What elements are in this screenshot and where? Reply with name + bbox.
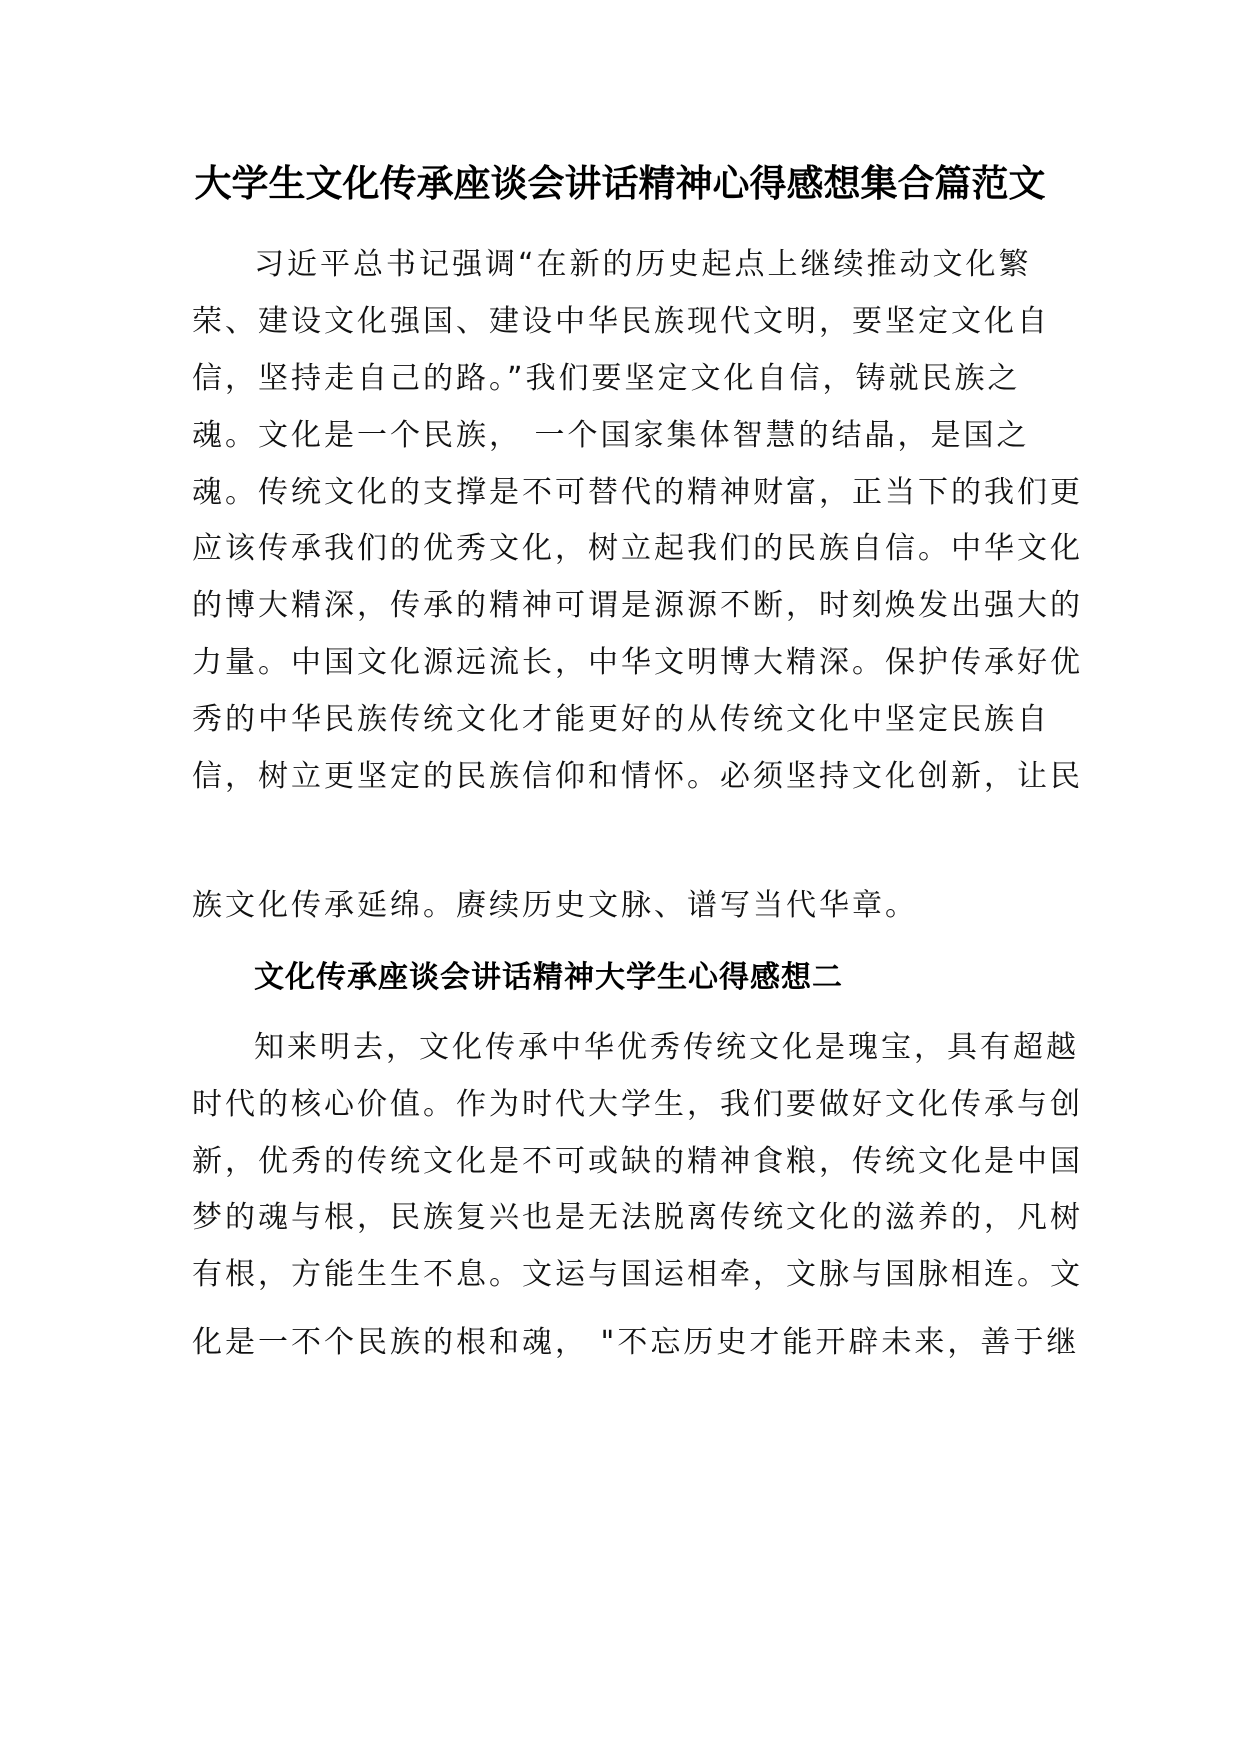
- paragraph-line: 的博大精深，传承的精神可谓是源源不断，时刻焕发出强大的: [192, 588, 1083, 623]
- paragraph-line: 时代的核心价值。作为时代大学生，我们要做好文化传承与创: [192, 1087, 1083, 1122]
- paragraph-line: 新，优秀的传统文化是不可或缺的精神食粮，传统文化是中国: [192, 1144, 1083, 1179]
- paragraph-line: 有根，方能生生不息。文运与国运相牵，文脉与国脉相连。文: [192, 1257, 1083, 1292]
- paragraph-line: 信，坚持走自己的路。”我们要坚定文化自信，铸就民族之: [192, 361, 1021, 396]
- section-heading: 文化传承座谈会讲话精神大学生心得感想二: [254, 960, 843, 995]
- paragraph-line: 梦的魂与根，民族复兴也是无法脱离传统文化的滋养的，凡树: [192, 1200, 1083, 1235]
- paragraph-line: 魂。传统文化的支撑是不可替代的精神财富，正当下的我们更: [192, 475, 1083, 510]
- paragraph-line: 习近平总书记强调“在新的历史起点上继续推动文化繁: [254, 247, 1032, 282]
- paragraph-line: 秀的中华民族传统文化才能更好的从传统文化中坚定民族自: [192, 702, 1050, 737]
- paragraph-line: 力量。中国文化源远流长，中华文明博大精深。保护传承好优: [192, 645, 1083, 680]
- paragraph-line: 知来明去，文化传承中华优秀传统文化是瑰宝，具有超越: [254, 1030, 1079, 1065]
- paragraph-line: 族文化传承延绵。赓续历史文脉、谱写当代华章。: [192, 888, 918, 923]
- document-title: 大学生文化传承座谈会讲话精神心得感想集合篇范文: [194, 162, 1046, 205]
- paragraph-line: 应该传承我们的优秀文化，树立起我们的民族自信。中华文化: [192, 531, 1083, 566]
- paragraph-line: 化是一不个民族的根和魂， "不忘历史才能开辟未来，善于继: [192, 1325, 1080, 1360]
- paragraph-line: 魂。文化是一个民族， 一个国家集体智慧的结晶，是国之: [192, 418, 1030, 453]
- paragraph-line: 荣、建设文化强国、建设中华民族现代文明，要坚定文化自: [192, 304, 1050, 339]
- paragraph-line: 信，树立更坚定的民族信仰和情怀。必须坚持文化创新，让民: [192, 759, 1083, 794]
